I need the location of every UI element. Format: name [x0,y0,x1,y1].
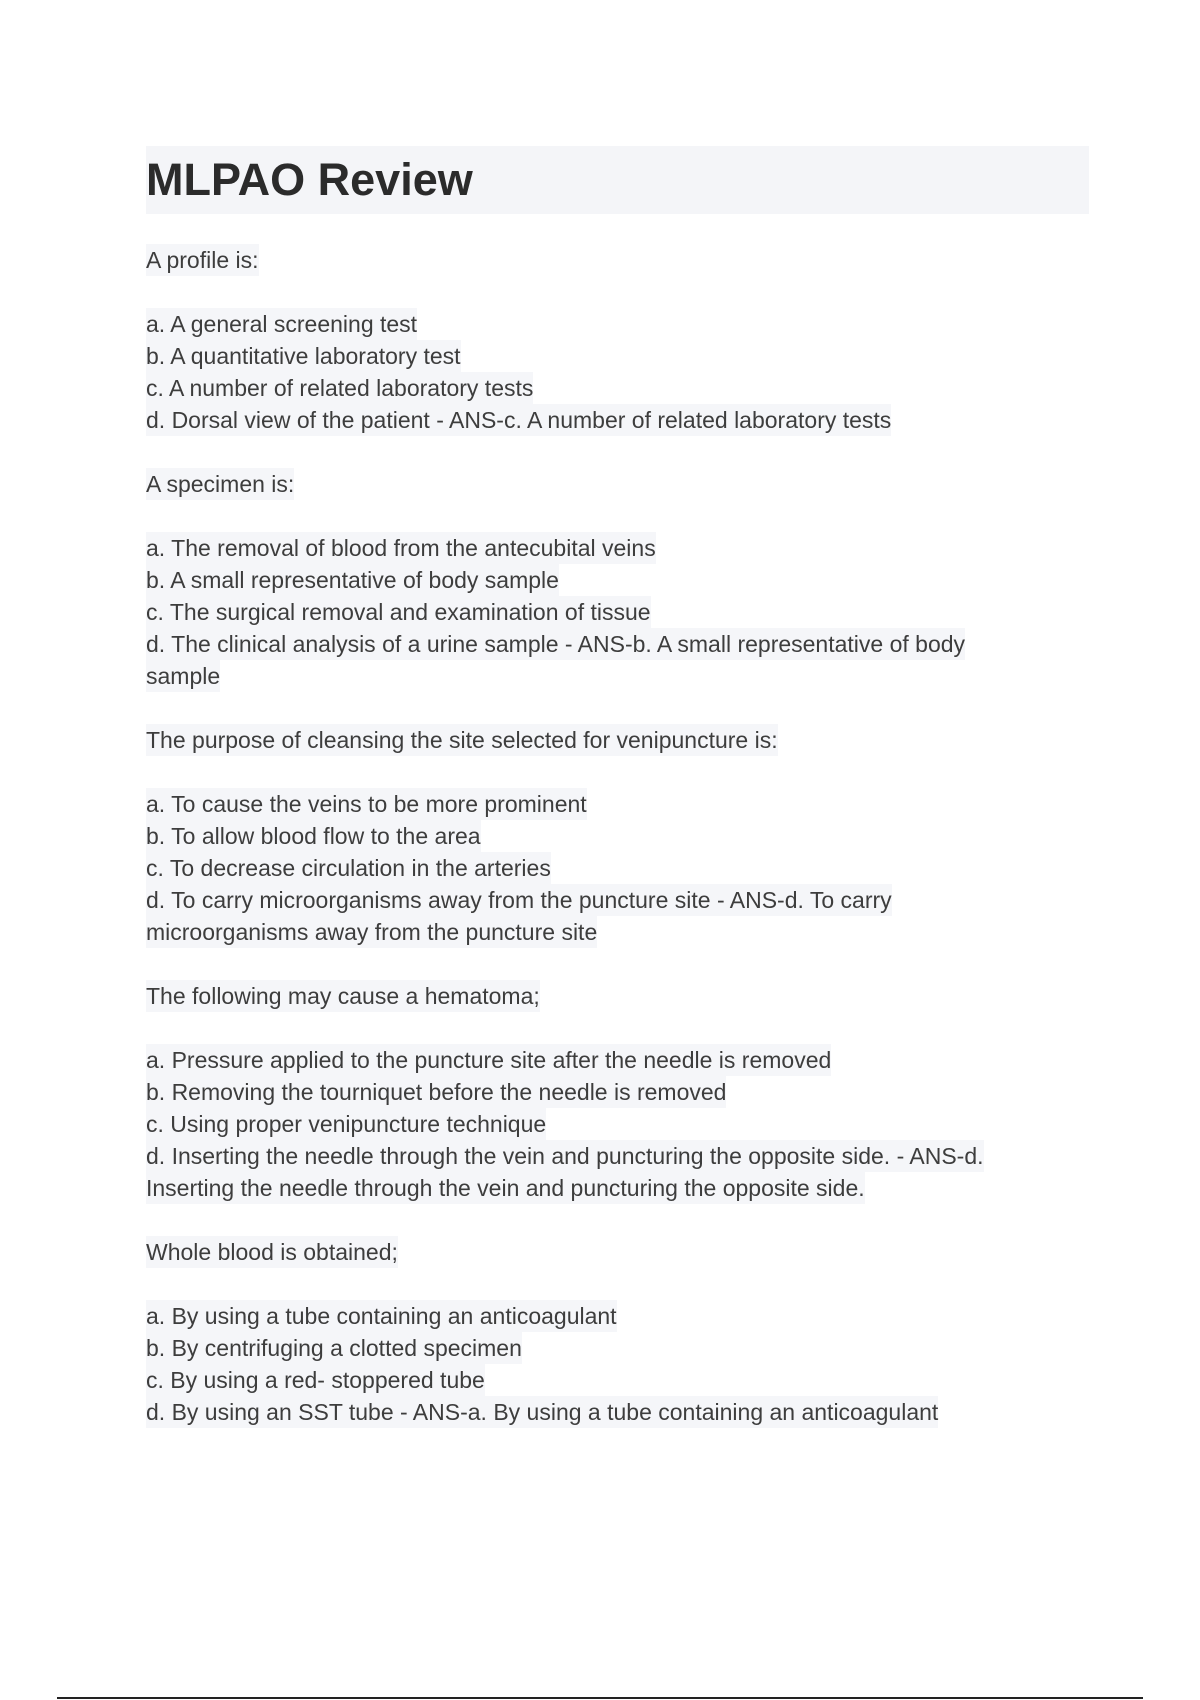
answer-line: b. A small representative of body sample [146,564,559,596]
answer-line: a. Pressure applied to the puncture site after the needle is removed [146,1044,831,1076]
title-bar [146,146,1089,214]
answer-line: Inserting the needle through the vein and puncturing the opposite side. [146,1172,865,1204]
answer-line: d. The clinical analysis of a urine sample - ANS-b. A small representative of body [146,628,965,660]
answer-line: c. The surgical removal and examination of tissue [146,596,651,628]
question-text: A profile is: [146,244,259,276]
question-block [146,468,1066,692]
question-text: A specimen is: [146,468,294,500]
question-block [146,724,1066,948]
answer-line: a. To cause the veins to be more prominent [146,788,587,820]
answer-line: b. Removing the tourniquet before the needle is removed [146,1076,726,1108]
answer-line: d. Dorsal view of the patient - ANS-c. A number of related laboratory tests [146,404,891,436]
question-text: The following may cause a hematoma; [146,980,540,1012]
footer-divider [57,1697,1143,1699]
question-block [146,980,1066,1204]
answer-line: a. The removal of blood from the antecubital veins [146,532,656,564]
question-text: Whole blood is obtained; [146,1236,398,1268]
answer-line: d. To carry microorganisms away from the puncture site - ANS-d. To carry [146,884,892,916]
answer-line: a. A general screening test [146,308,417,340]
answer-line: c. A number of related laboratory tests [146,372,533,404]
answer-line: c. By using a red- stoppered tube [146,1364,485,1396]
answer-line: b. A quantitative laboratory test [146,340,461,372]
answer-line: d. By using an SST tube - ANS-a. By using a tube containing an anticoagulant [146,1396,938,1428]
question-list [146,244,1066,1460]
answer-line: a. By using a tube containing an anticoagulant [146,1300,617,1332]
answer-line: sample [146,660,220,692]
answer-line: c. To decrease circulation in the arteries [146,852,551,884]
question-text: The purpose of cleansing the site selected for venipuncture is: [146,724,778,756]
question-block [146,244,1066,436]
answer-line: b. By centrifuging a clotted specimen [146,1332,522,1364]
answer-line: d. Inserting the needle through the vein and puncturing the opposite side. - ANS-d. [146,1140,984,1172]
answer-line: microorganisms away from the puncture site [146,916,597,948]
answer-line: c. Using proper venipuncture technique [146,1108,546,1140]
answer-line: b. To allow blood flow to the area [146,820,481,852]
question-block [146,1236,1066,1428]
page-title: MLPAO Review [146,154,473,205]
